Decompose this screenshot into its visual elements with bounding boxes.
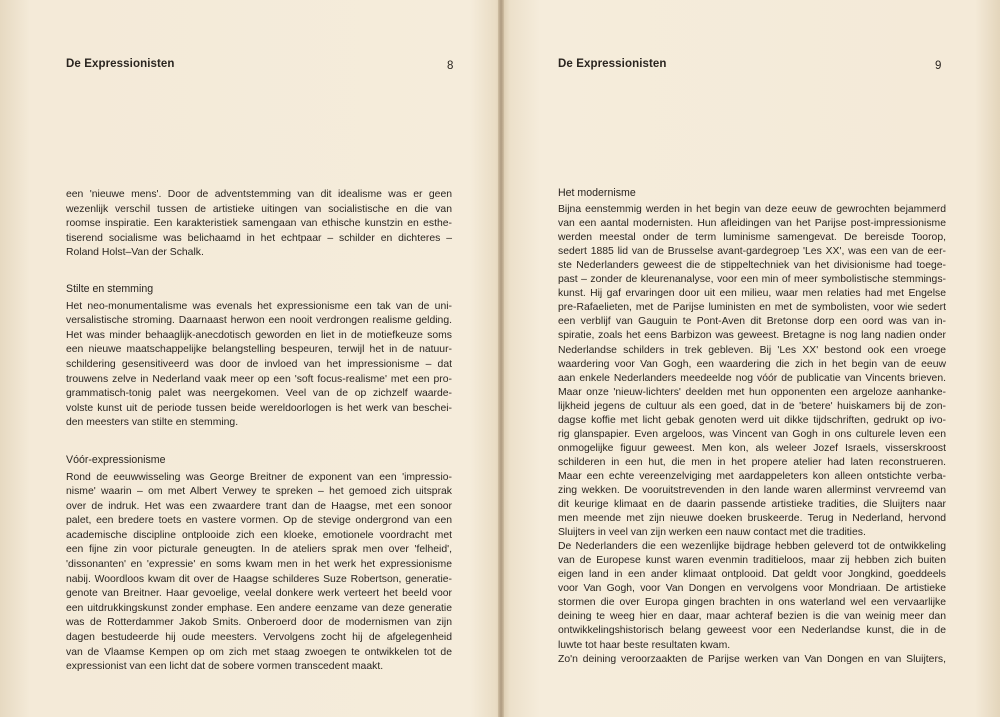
text-line: ontwikkelingshistorisch belang geweest voor een Nederlandse kunst, die in de xyxy=(558,625,946,637)
page-body xyxy=(558,186,946,667)
section-heading: Vóór-expressionisme xyxy=(66,453,166,466)
text-line: schildering gesensitiveerd was door de invloed van het impressionisme – dat xyxy=(66,358,452,370)
text-line: een verblijf van Gauguin te Pont-Aven dit Bretonse dorp een oord was van in- xyxy=(558,316,946,328)
text-line: men meende met zijn nieuwe doeken bruskeerde. Terug in Nederland, hervond xyxy=(558,513,946,525)
text-line: stormen die over Europa gingen brachten in ons waterland wel een vervaarlijke xyxy=(558,597,946,609)
text-line: luwte tot haar beste resultaten kwam. xyxy=(558,639,731,651)
text-line: nabij. Woordloos kwam dit over de Haagse schilderes Suze Robertson, generatie- xyxy=(66,573,452,585)
text-line: deining te weeg hier en daar, maar achteraf bezien is die van weinig meer dan xyxy=(558,611,946,623)
text-line: waardering voor Van Gogh, een waardering die zich in het begin van de eeuw xyxy=(558,358,946,370)
text-line: dit keurige klimaat en de daarin passende artistieke tradities, die Sluijters naar xyxy=(558,499,946,511)
text-line: Maar onze 'nieuw-lichters' deelden met hun opponenten een argeloze aanhanke- xyxy=(558,386,946,398)
paragraph xyxy=(558,203,946,540)
text-line: van de Europese kunst waren evenmin traditieloos, maar zij hebben zich buiten xyxy=(558,555,946,567)
text-line: een uitdrukkingskunst zonder emphase. Een andere eenzame van deze generatie xyxy=(66,602,452,614)
book-spine xyxy=(498,0,504,717)
text-line: pre-Rafaelieten, met de Parijse luministen en met de symbolisten, voor wie sedert xyxy=(558,302,946,314)
text-line: volste kunst uit de periode tussen beide wereldoorlogen is het werk van beschei- xyxy=(66,402,452,414)
text-line: Rond de eeuwwisseling was George Breitner de exponent van een 'impressio- xyxy=(66,471,452,483)
text-line: versalistische stroming. Daarnaast herwon een nooit verdrongen realisme gelding. xyxy=(66,315,452,327)
text-line: voor Van Gogh, voor Van Dongen en vervolgens voor Mondriaan. De artistieke xyxy=(558,583,946,595)
section-spacer xyxy=(66,261,452,282)
text-line: Sluijters in veel van zijn werken een nauw contact met die tradities. xyxy=(558,527,866,539)
text-line: nisme' waarin – om met Albert Verwey te spreken – het gemoed zich uitsprak xyxy=(66,486,452,498)
running-head: De Expressionisten xyxy=(558,58,667,70)
text-line: aan enkele Nederlanders meedeelde nog vóór de publicatie van Vincents brieven. xyxy=(558,372,946,384)
text-line: ste Nederlanders geweest die de stippeltechniek van het divisionisme had toege- xyxy=(558,260,946,272)
text-line: Roland Holst–Van der Schalk. xyxy=(66,247,204,259)
page-number: 9 xyxy=(935,60,942,72)
section-heading: Stilte en stemming xyxy=(66,282,154,295)
paragraph xyxy=(66,188,452,261)
text-line: was de Rotterdammer Jakob Smits. Onberoerd door de modernismen van zijn xyxy=(66,617,452,629)
text-line: Maar een echte vereenzelviging met aardappeleters kon alleen ontstichte verba- xyxy=(558,470,946,482)
text-line: roomse inspiratie. Een karakteristiek samengaan van ethische kunstzin en esthe- xyxy=(66,218,452,230)
section-heading: Het modernisme xyxy=(558,187,636,199)
right-page xyxy=(558,0,946,717)
paragraph xyxy=(558,540,946,652)
text-line: wezenlijk verschil tussen de artistieke uitingen van socialistische en die van xyxy=(66,203,452,215)
text-line: lijkheid jegens de cultuur als een goed, dat in de 'betere' huiskamers bij de zon- xyxy=(558,400,946,412)
page-body xyxy=(66,188,452,675)
text-line: Het was minder behaaglijk-anecdotisch geworden en liet in de motiefkeuze soms xyxy=(66,329,452,341)
text-line: kunst. Hij gaf ervaringen door uit een milieu, waar men relaties had met Engelse xyxy=(558,288,946,300)
running-head: De Expressionisten xyxy=(66,58,175,70)
text-line: zing wekken. De vooruitstrevenden in den lande waren allerminst vervreemd van xyxy=(558,484,946,496)
text-line: genote van Breitner. Haar gevoelige, veelal donkere werk verteert het beeld voor xyxy=(66,588,452,600)
text-line: expressionist van een licht dat de sobere vormen transcedent maakt. xyxy=(66,661,384,673)
text-line: palet, een bredere toets en vastere vormen. Op de stevige ondergrond van een xyxy=(66,515,452,527)
text-line: werden meestal onder de term luminisme samengevat. De bereisde Toorop, xyxy=(558,232,946,244)
left-page xyxy=(66,0,452,717)
text-line: een nieuwe maatschappelijke belangstelling bespeuren, terwijl het in de natuur- xyxy=(66,344,452,356)
text-line: van een aantal modernisten. Hun afleidingen van het Parijse post-impressionisme xyxy=(558,218,946,230)
text-line: dagse koffie met licht gebak genoten werd uit dikke tijdschriften, gedrukt op ivo- xyxy=(558,414,946,426)
text-line: dagen bestudeerde hij oude meesters. Vervolgens zocht hij de afgelegenheid xyxy=(66,632,452,644)
text-line: den meesters van stilte en stemming. xyxy=(66,417,239,429)
text-line: een 'nieuwe mens'. Door de adventstemming van dit idealisme was er geen xyxy=(66,189,452,200)
paragraph xyxy=(558,653,946,667)
text-line: over de indruk. Het was een zwaardere trant dan de Haagse, met een sonoor xyxy=(66,500,452,512)
text-line: sedert 1885 lid van de Brusselse avant-gardegroep 'Les XX', was een van de eer- xyxy=(558,246,946,258)
text-line: Het neo-monumentalisme was evenals het expressionisme een tak van de uni- xyxy=(66,300,452,312)
text-line: Nederlandse schilders in trek gebleven. Bij 'Les XX' bestond ook een vroege xyxy=(558,344,946,356)
text-line: van de Vlaamse Kempen op om zich met staag zwoegen te ontwikkelen tot de xyxy=(66,646,452,658)
text-line: trouwens zelve in Nederland vaak meer op een 'soft focus-realisme' met een pro- xyxy=(66,373,452,385)
text-line: onmogelijke figuur geweest. Men kon, als weleer Jozef Israels, visserskroost xyxy=(558,442,946,454)
text-line: past – zonder de kleurenanalyse, voor een min of meer symbolistische stemmings- xyxy=(558,274,946,286)
text-line: schilderen in een hut, die men in het propere atelier had laten reconstrueren. xyxy=(558,456,946,468)
section-spacer xyxy=(66,431,452,453)
text-line: spiratie, zoals het eens Barbizon was geweest. Bretagne is nog lang nadien onder xyxy=(558,330,946,342)
page-number: 8 xyxy=(447,60,454,72)
paragraph xyxy=(66,471,452,675)
text-line: Zo'n deining veroorzaakten de Parijse werken van Van Dongen en van Sluijters, xyxy=(558,653,946,665)
text-line: eigen land in een ander klimaat ontplooid. Dat geldt voor Jongkind, goeddeels xyxy=(558,569,946,581)
text-line: grammatisch-tonig palet was neergekomen. Veel van de op zichzelf waarde- xyxy=(66,388,452,400)
text-line: rig glanspapier. Even argeloos, was Vincent van Gogh in ons culturele leven een xyxy=(558,428,946,440)
text-line: 'dissonanten' en 'expressie' en soms kwam men in het werk het expressionisme xyxy=(66,559,452,571)
text-line: tiserend socialisme was belichaamd in het echtpaar – schilder en dichteres – xyxy=(66,232,452,244)
paragraph xyxy=(66,300,452,431)
text-line: Bijna eenstemmig werden in het begin van deze eeuw de gewrochten bejammerd xyxy=(558,204,946,216)
text-line: De Nederlanders die een wezenlijke bijdrage hebben geleverd tot de ontwikkeling xyxy=(558,541,946,553)
text-line: een fijne zin voor picturale geneugten. In de ateliers sprak men over 'felheid', xyxy=(66,544,452,556)
text-line: academische discipline ontplooide zich een kloeke, emotionele voordracht met xyxy=(66,529,452,541)
